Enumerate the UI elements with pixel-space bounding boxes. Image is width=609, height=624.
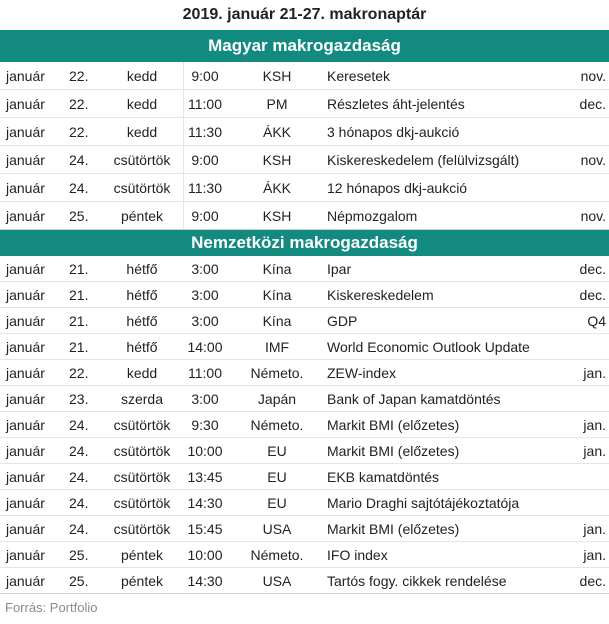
month-cell: január [6, 495, 45, 511]
event-cell: IFO index [327, 547, 388, 563]
weekday-cell: hétfő [126, 313, 158, 329]
weekday-cell: csütörtök [113, 180, 171, 196]
period-cell: jan. [583, 443, 606, 459]
day-cell: 24. [69, 443, 89, 459]
period-cell: jan. [583, 521, 606, 537]
time-cell: 14:30 [187, 495, 223, 511]
event-cell: GDP [327, 313, 358, 329]
event-cell: Ipar [327, 261, 352, 277]
table-row [0, 386, 609, 412]
section-header-hungarian: Magyar makrogazdaság [0, 30, 609, 62]
event-cell: Markit BMI (előzetes) [327, 443, 460, 459]
month-cell: január [6, 443, 45, 459]
source-cell: EU [267, 495, 287, 511]
month-cell: január [6, 287, 45, 303]
period-cell: dec. [579, 287, 606, 303]
month-cell: január [6, 417, 45, 433]
time-cell: 3:00 [191, 287, 219, 303]
day-cell: 22. [69, 365, 89, 381]
month-cell: január [6, 547, 45, 563]
month-cell: január [6, 68, 45, 84]
table-row [0, 90, 609, 118]
time-cell: 14:30 [187, 573, 223, 589]
table-row [0, 146, 609, 174]
day-cell: 25. [69, 208, 89, 224]
period-cell: jan. [583, 547, 606, 563]
period-cell: nov. [580, 68, 606, 84]
day-cell: 24. [69, 417, 89, 433]
time-cell: 11:00 [188, 96, 222, 112]
event-cell: World Economic Outlook Update [327, 339, 530, 355]
event-cell: Népmozgalom [327, 208, 418, 224]
period-cell: dec. [579, 261, 606, 277]
source-cell: ÁKK [262, 124, 291, 140]
table-row [0, 202, 609, 230]
day-cell: 24. [69, 152, 89, 168]
event-cell: 12 hónapos dkj-aukció [327, 180, 468, 196]
day-cell: 23. [69, 391, 89, 407]
source-cell: Németo. [250, 417, 304, 433]
table-row [0, 334, 609, 360]
day-cell: 25. [69, 573, 89, 589]
time-cell: 3:00 [191, 391, 219, 407]
month-cell: január [6, 152, 45, 168]
event-cell: Kiskereskedelem [327, 287, 434, 303]
table-row [0, 568, 609, 594]
weekday-cell: péntek [120, 573, 164, 589]
month-cell: január [6, 261, 45, 277]
event-cell: Bank of Japan kamatdöntés [327, 391, 501, 407]
table-row [0, 464, 609, 490]
time-cell: 3:00 [191, 261, 219, 277]
day-cell: 25. [69, 547, 89, 563]
hungarian-table [0, 62, 609, 230]
page-title: 2019. január 21-27. makronaptár [182, 6, 427, 23]
weekday-cell: kedd [126, 124, 158, 140]
weekday-cell: csütörtök [113, 495, 171, 511]
month-cell: január [6, 180, 45, 196]
period-cell: nov. [580, 152, 606, 168]
source-cell: ÁKK [262, 180, 291, 196]
source-cell: Japán [257, 391, 297, 407]
period-cell: nov. [580, 208, 606, 224]
source-cell: USA [262, 521, 292, 537]
time-cell: 10:00 [187, 547, 223, 563]
weekday-cell: kedd [126, 96, 158, 112]
weekday-cell: csütörtök [113, 521, 171, 537]
day-cell: 21. [69, 339, 89, 355]
month-cell: január [6, 339, 45, 355]
month-cell: január [6, 365, 45, 381]
month-cell: január [6, 521, 45, 537]
period-cell: dec. [579, 96, 606, 112]
source-cell: KSH [262, 152, 292, 168]
time-cell: 11:30 [188, 124, 222, 140]
event-cell: 3 hónapos dkj-aukció [327, 124, 460, 140]
table-row [0, 542, 609, 568]
month-cell: január [6, 96, 45, 112]
month-cell: január [6, 391, 45, 407]
weekday-cell: csütörtök [113, 443, 171, 459]
month-cell: január [6, 313, 45, 329]
day-cell: 22. [69, 124, 89, 140]
day-cell: 22. [69, 96, 89, 112]
event-cell: Markit BMI (előzetes) [327, 417, 460, 433]
period-cell: Q4 [587, 313, 606, 329]
table-row [0, 118, 609, 146]
time-cell: 11:00 [188, 365, 222, 381]
weekday-cell: szerda [120, 391, 164, 407]
event-cell: Keresetek [327, 68, 391, 84]
table-row [0, 308, 609, 334]
source-cell: EU [267, 443, 287, 459]
weekday-cell: péntek [120, 547, 164, 563]
day-cell: 24. [69, 495, 89, 511]
source-cell: Németo. [250, 547, 304, 563]
day-cell: 22. [69, 68, 89, 84]
month-cell: január [6, 469, 45, 485]
weekday-cell: csütörtök [113, 417, 171, 433]
time-cell: 13:45 [187, 469, 223, 485]
event-cell: ZEW-index [327, 365, 396, 381]
period-cell: jan. [583, 417, 606, 433]
weekday-cell: kedd [126, 365, 158, 381]
source-cell: PM [266, 96, 288, 112]
source-cell: EU [267, 469, 287, 485]
table-row [0, 256, 609, 282]
period-cell: jan. [583, 365, 606, 381]
event-cell: Markit BMI (előzetes) [327, 521, 460, 537]
time-cell: 10:00 [187, 443, 223, 459]
month-cell: január [6, 124, 45, 140]
time-cell: 3:00 [191, 313, 219, 329]
time-cell: 9:00 [191, 152, 219, 168]
weekday-cell: hétfő [126, 287, 158, 303]
source-cell: IMF [264, 339, 290, 355]
day-cell: 24. [69, 469, 89, 485]
time-cell: 11:30 [188, 180, 222, 196]
table-row [0, 438, 609, 464]
time-cell: 9:00 [191, 208, 219, 224]
weekday-cell: péntek [120, 208, 164, 224]
weekday-cell: hétfő [126, 261, 158, 277]
section-header-international: Nemzetközi makrogazdaság [0, 230, 609, 256]
event-cell: Kiskereskedelem (felülvizsgált) [327, 152, 520, 168]
period-cell: dec. [579, 573, 606, 589]
source-cell: USA [262, 573, 292, 589]
time-cell: 9:00 [191, 68, 219, 84]
table-row [0, 490, 609, 516]
table-row [0, 174, 609, 202]
international-table [0, 256, 609, 594]
source-cell: Németo. [250, 365, 304, 381]
event-cell: Részletes áht-jelentés [327, 96, 465, 112]
source-footnote: Forrás: Portfolio [5, 600, 98, 615]
weekday-cell: hétfő [126, 339, 158, 355]
source-cell: KSH [262, 208, 292, 224]
table-row [0, 412, 609, 438]
table-row [0, 360, 609, 386]
day-cell: 21. [69, 313, 89, 329]
table-row [0, 516, 609, 542]
day-cell: 21. [69, 287, 89, 303]
day-cell: 24. [69, 180, 89, 196]
time-cell: 9:30 [191, 417, 219, 433]
table-row [0, 62, 609, 90]
day-cell: 24. [69, 521, 89, 537]
source-cell: Kína [262, 313, 292, 329]
day-cell: 21. [69, 261, 89, 277]
weekday-cell: csütörtök [113, 469, 171, 485]
source-cell: Kína [262, 287, 292, 303]
time-cell: 14:00 [187, 339, 223, 355]
month-cell: január [6, 573, 45, 589]
month-cell: január [6, 208, 45, 224]
event-cell: Mario Draghi sajtótájékoztatója [327, 495, 520, 511]
source-cell: Kína [262, 261, 292, 277]
time-cell: 15:45 [187, 521, 223, 537]
table-row [0, 282, 609, 308]
event-cell: Tartós fogy. cikkek rendelése [327, 573, 507, 589]
weekday-cell: kedd [126, 68, 158, 84]
event-cell: EKB kamatdöntés [327, 469, 440, 485]
weekday-cell: csütörtök [113, 152, 171, 168]
source-cell: KSH [262, 68, 292, 84]
